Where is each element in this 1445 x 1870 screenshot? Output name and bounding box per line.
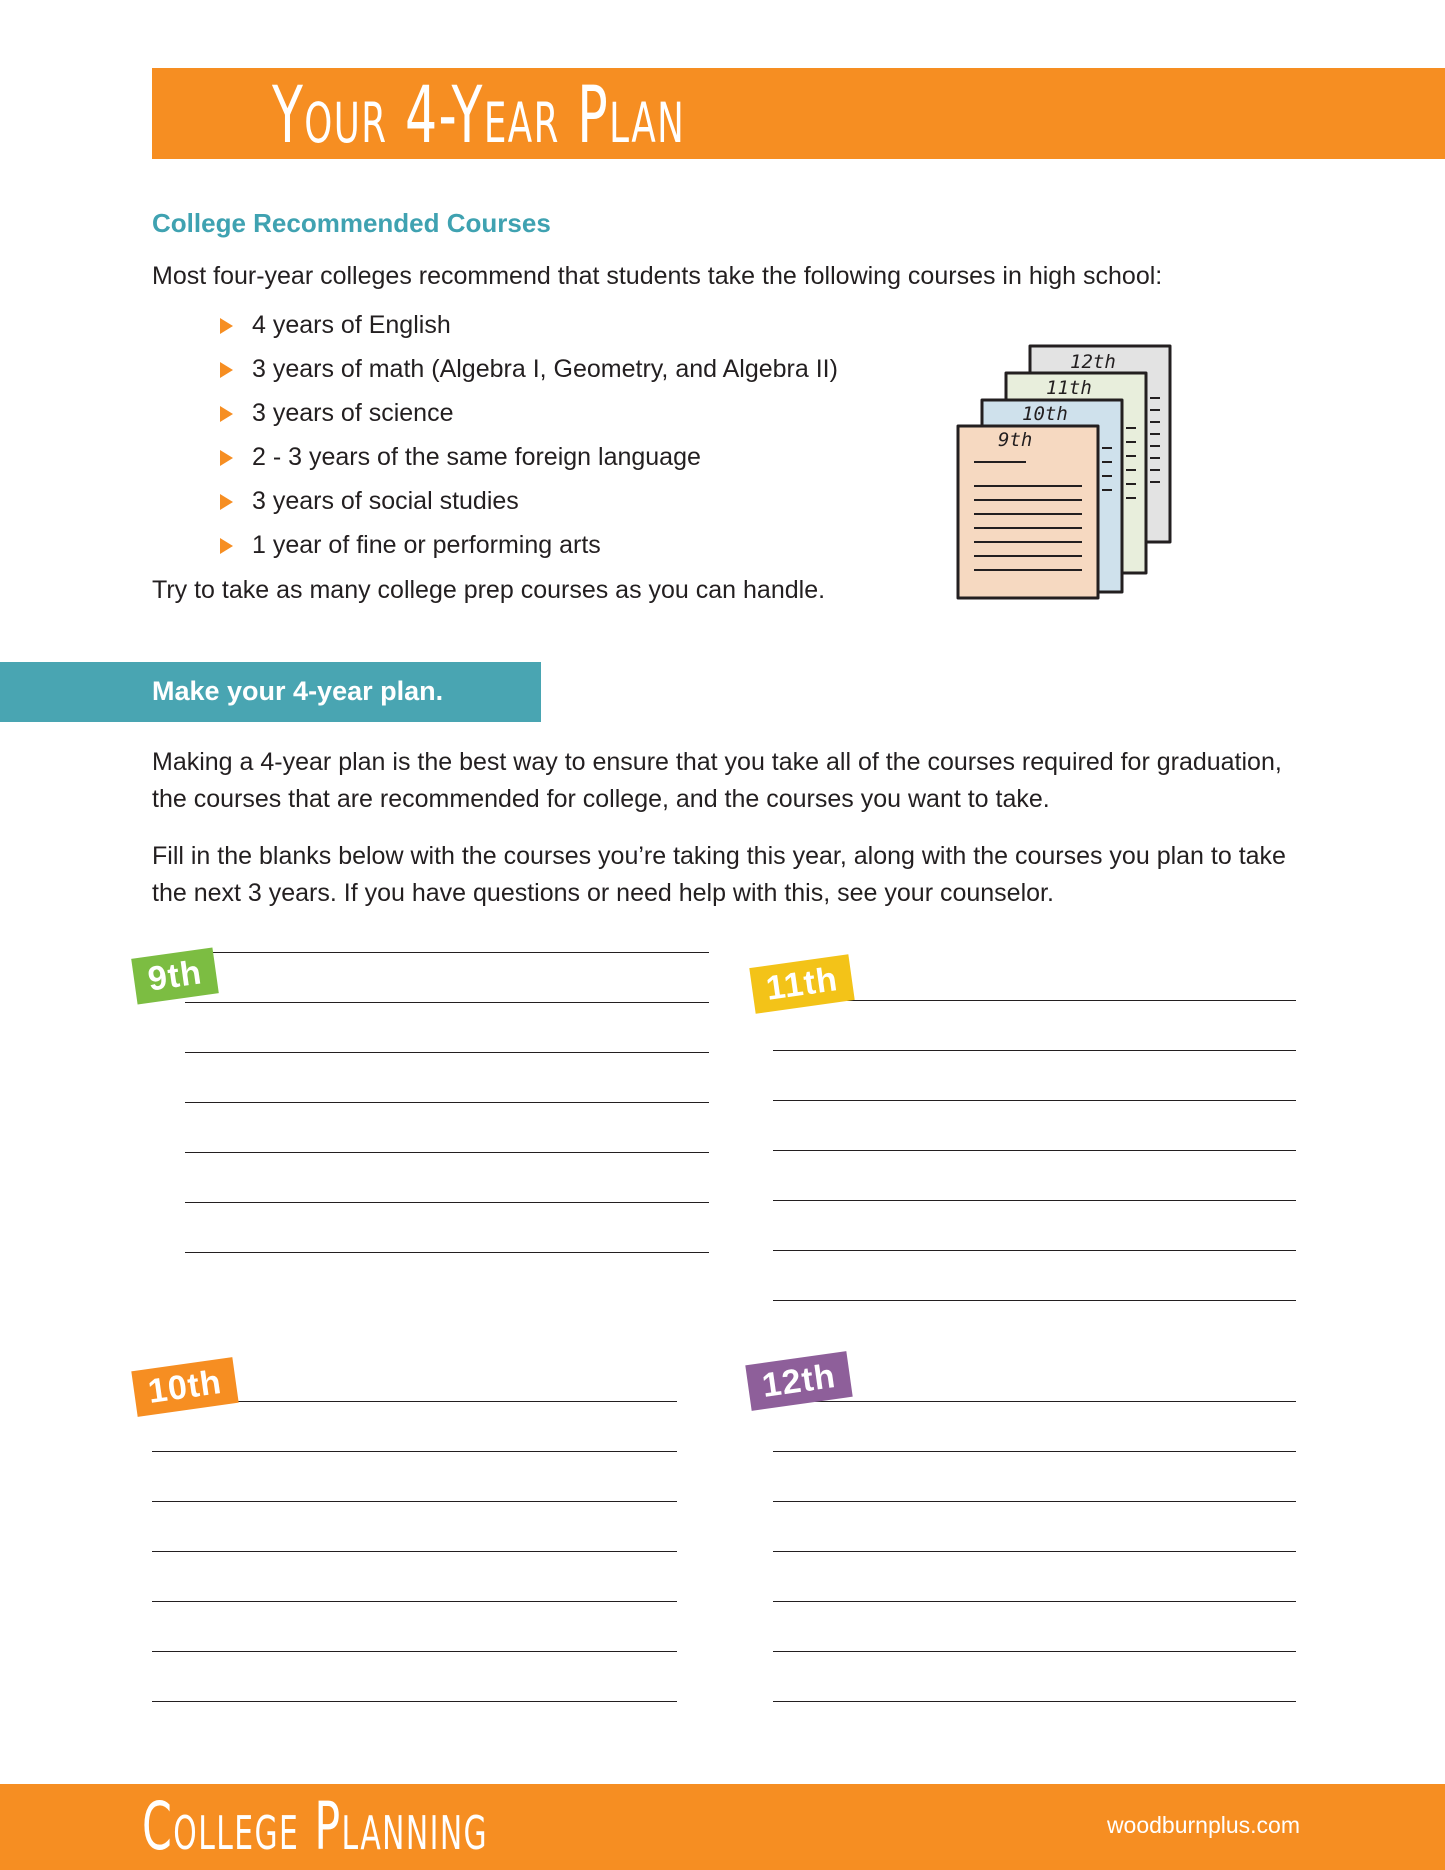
blank-line[interactable] (773, 1250, 1296, 1251)
recommended-closing: Try to take as many college prep courses as you can handle. (152, 576, 826, 604)
paper-label-12th: 12th (1070, 351, 1116, 373)
blank-line[interactable] (185, 1202, 709, 1203)
triangle-bullet-icon (220, 318, 233, 334)
blank-line[interactable] (152, 1701, 677, 1702)
list-item: 2 - 3 years of the same foreign language (218, 438, 838, 482)
blank-line[interactable] (185, 952, 709, 953)
blank-line[interactable] (773, 1601, 1296, 1602)
triangle-bullet-icon (220, 450, 233, 466)
blank-line[interactable] (152, 1551, 677, 1552)
blank-line[interactable] (773, 1050, 1296, 1051)
blank-line[interactable] (773, 1501, 1296, 1502)
grade-9-section (185, 952, 709, 1256)
blank-line[interactable] (773, 1150, 1296, 1151)
blank-line[interactable] (185, 1002, 709, 1003)
page-title: Your 4-Year Plan (272, 71, 686, 161)
course-list (218, 306, 838, 570)
recommended-courses-heading: College Recommended Courses (152, 208, 551, 238)
triangle-bullet-icon (220, 494, 233, 510)
title-banner (152, 68, 1445, 159)
grade-12-section (773, 1401, 1296, 1705)
footer-banner (0, 1784, 1445, 1870)
blank-line[interactable] (773, 1300, 1296, 1301)
list-item: 4 years of English (218, 306, 838, 350)
blank-line[interactable] (185, 1152, 709, 1153)
grade-badge-11th: 11th (749, 954, 854, 1013)
blank-line[interactable] (152, 1451, 677, 1452)
footer-title: College Planning (142, 1788, 489, 1865)
paper-label-10th: 10th (1022, 403, 1068, 425)
blank-line[interactable] (152, 1501, 677, 1502)
list-item: 3 years of math (Algebra I, Geometry, and Algebra II) (218, 350, 838, 394)
grade-badge-10th: 10th (131, 1357, 238, 1417)
grade-11-section (773, 1000, 1296, 1304)
blank-line[interactable] (185, 1252, 709, 1253)
triangle-bullet-icon (220, 362, 233, 378)
paper-label-9th: 9th (998, 429, 1033, 451)
blank-line[interactable] (185, 1052, 709, 1053)
plan-paragraph-1: Making a 4-year plan is the best way to ensure that you take all of the courses required for graduation, the courses that are recommended for college, and the courses you want to take. (152, 748, 1282, 813)
list-item: 1 year of fine or performing arts (218, 526, 838, 570)
plan-banner-label: Make your 4-year plan. (152, 676, 444, 706)
blank-line[interactable] (773, 1651, 1296, 1652)
stacked-papers-illustration (950, 338, 1182, 602)
blank-line[interactable] (773, 1200, 1296, 1201)
list-item: 3 years of social studies (218, 482, 838, 526)
grade-badge-9th: 9th (131, 948, 219, 1005)
grade-10-section (152, 1401, 677, 1705)
triangle-bullet-icon (220, 406, 233, 422)
grade-badge-12th: 12th (745, 1351, 852, 1411)
plan-paragraph-2: Fill in the blanks below with the courses you’re taking this year, along with the courses you plan to take the next 3 years. If you have questions or need help with this, see your counselor. (152, 842, 1286, 907)
paper-label-11th: 11th (1046, 377, 1092, 399)
plan-banner (0, 662, 541, 722)
blank-line[interactable] (773, 1451, 1296, 1452)
triangle-bullet-icon (220, 538, 233, 554)
blank-line[interactable] (152, 1601, 677, 1602)
footer-url[interactable]: woodburnplus.com (1106, 1812, 1300, 1838)
recommended-intro: Most four-year colleges recommend that students take the following courses in high school: (152, 262, 1163, 290)
blank-line[interactable] (773, 1401, 1296, 1402)
blank-line[interactable] (773, 1701, 1296, 1702)
list-item: 3 years of science (218, 394, 838, 438)
blank-line[interactable] (773, 1100, 1296, 1101)
blank-line[interactable] (773, 1551, 1296, 1552)
blank-line[interactable] (152, 1651, 677, 1652)
blank-line[interactable] (185, 1102, 709, 1103)
